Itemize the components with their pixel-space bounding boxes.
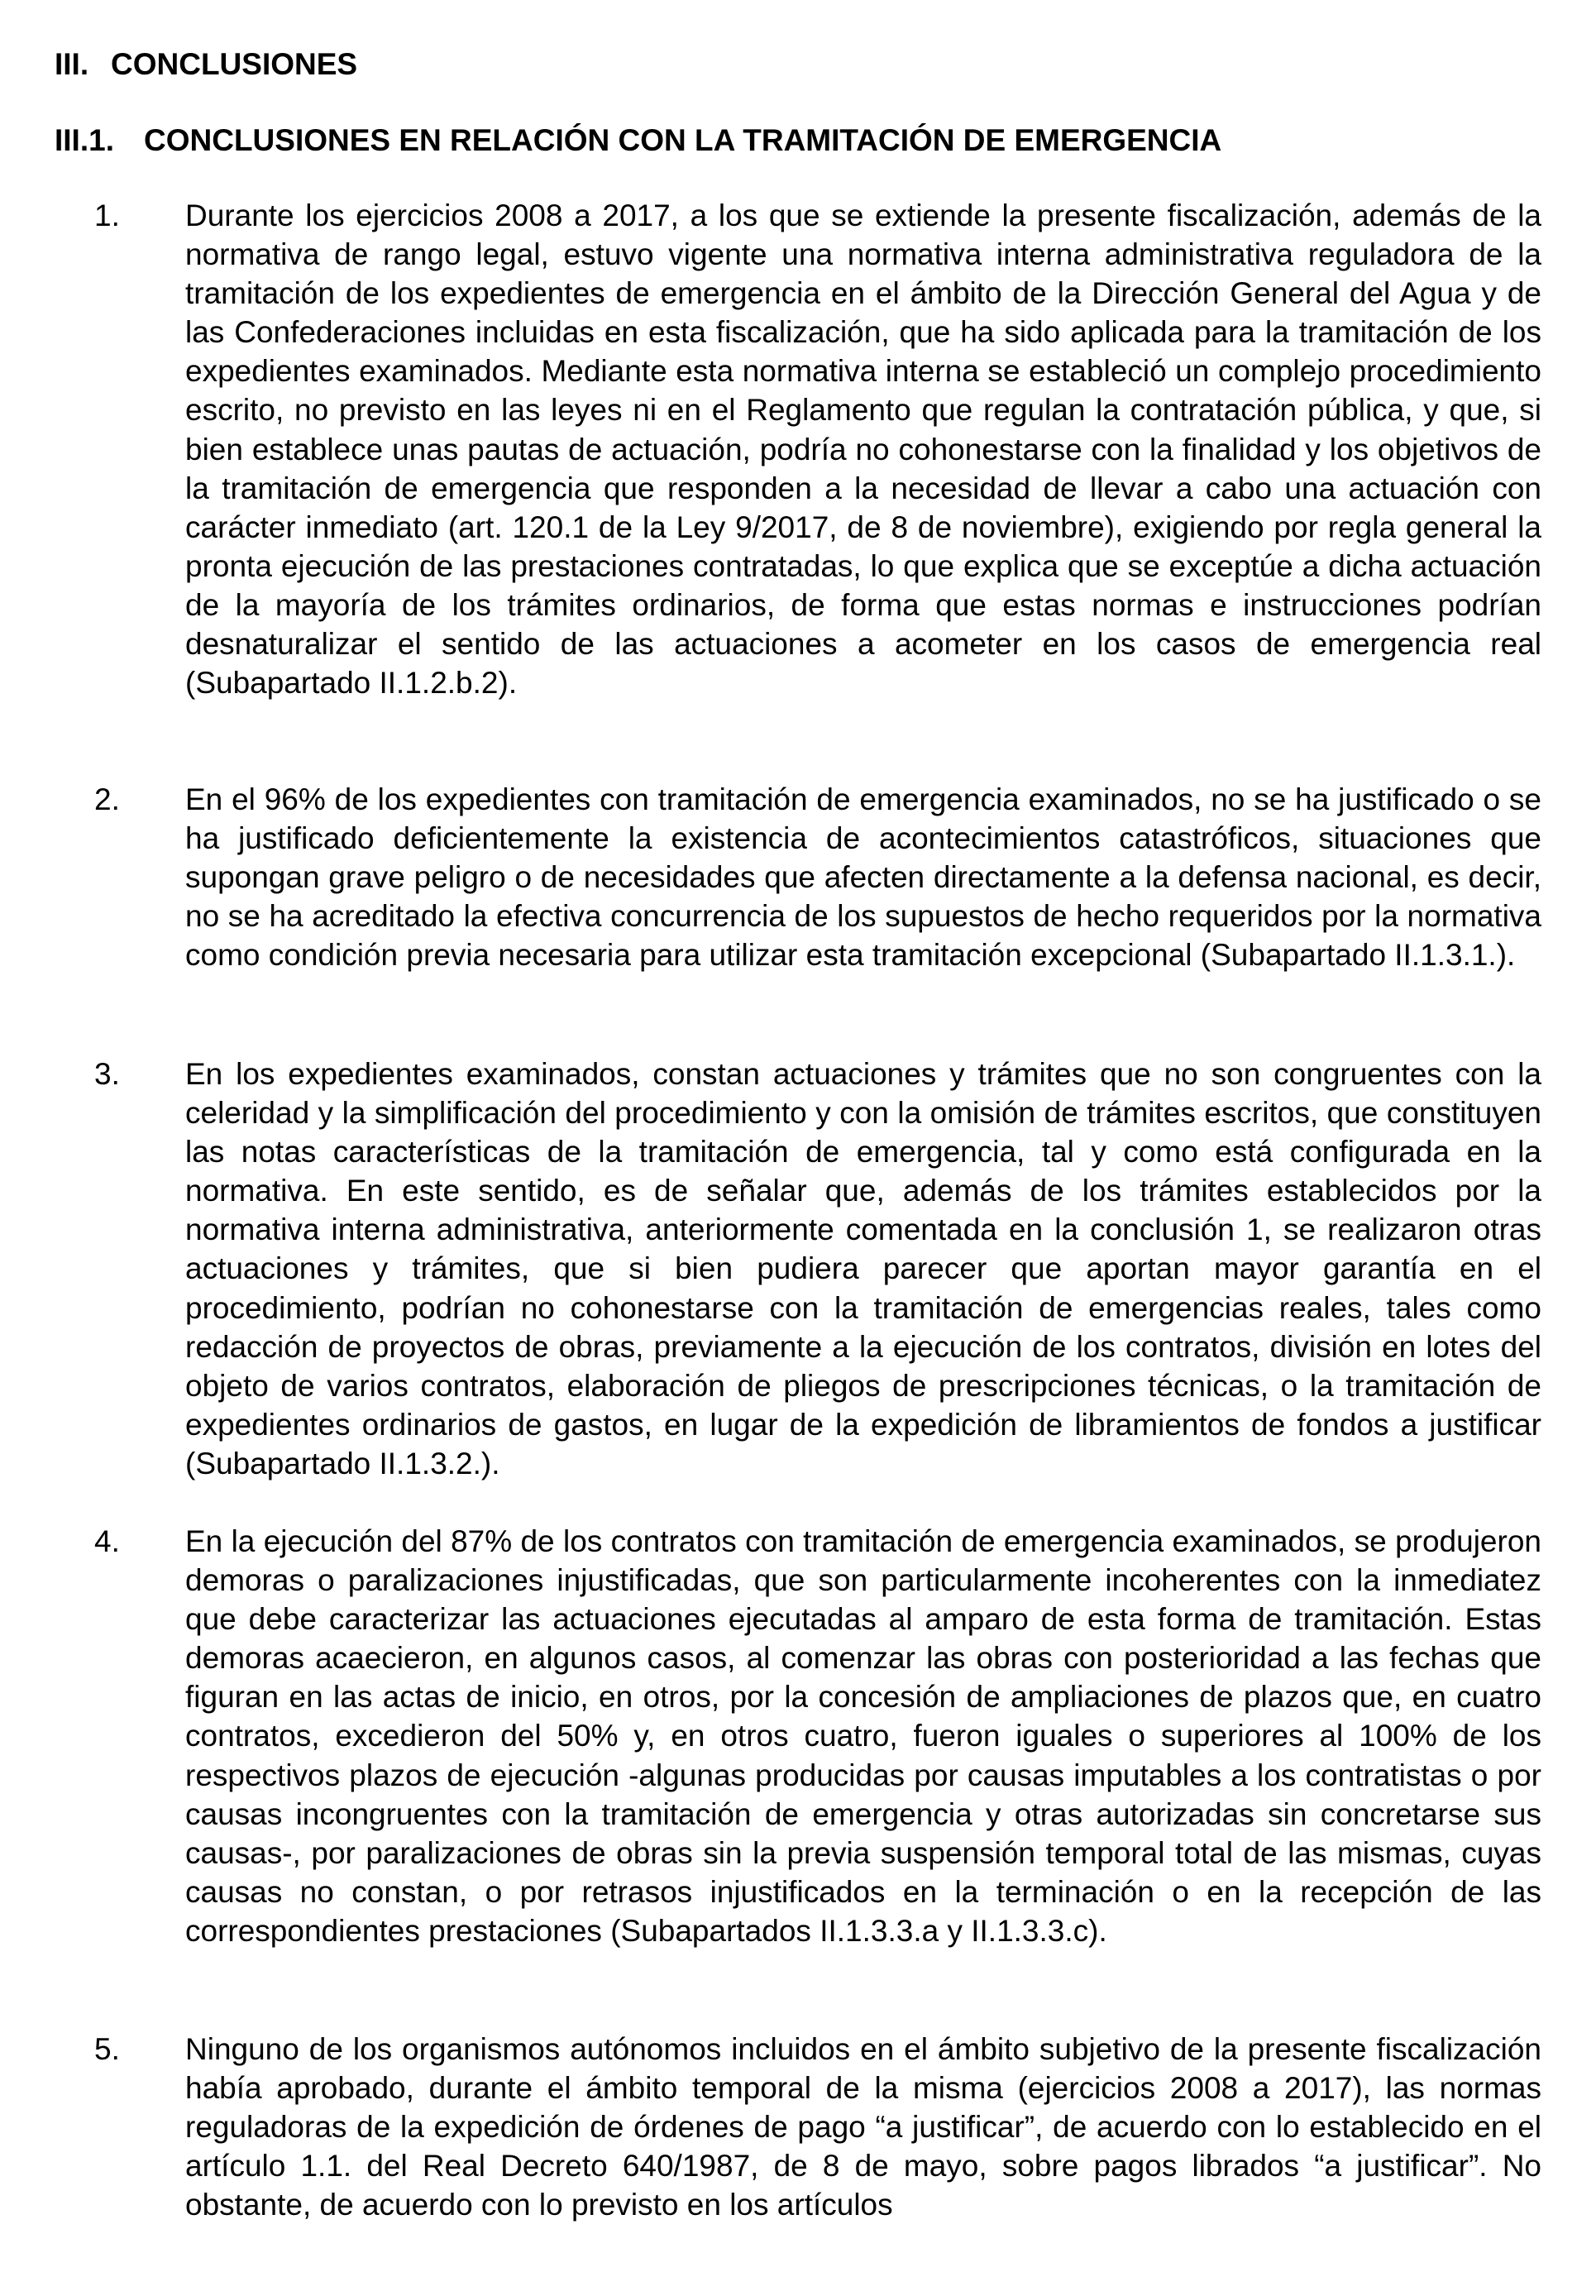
subsection-title: CONCLUSIONES EN RELACIÓN CON LA TRAMITACIÓN DE EMERGENCIA <box>144 123 1222 157</box>
conclusion-number: 3. <box>94 1057 120 1091</box>
conclusion-text: Durante los ejercicios 2008 a 2017, a los que se extiende la presente fiscalización, además de la normativa de rango legal, estuvo vigente una normativa interna administrativa reguladora de la tramitación de los expedientes de emergencia en el ámbito de la Dirección General del Agua y de las Confederaciones incluidas en esta fiscalización, que ha sido aplicada para la tramitación de los expedientes examinados. Mediante esta normativa interna se estableció un complejo procedimiento escrito, no previsto en las leyes ni en el Reglamento que regulan la contratación pública, y que, si bien establece unas pautas de actuación, podría no cohonestarse con la finalidad y los objetivos de la tramitación de emergencia que responden a la necesidad de llevar a cabo una actuación con carácter inmediato (art. 120.1 de la Ley 9/2017, de 8 de noviembre), exigiendo por regla general la pronta ejecución de las prestaciones contratadas, lo que explica que se exceptúe a dicha actuación de la mayoría de los trámites ordinarios, de forma que estas normas e instrucciones podrían desnaturalizar el sentido de las actuaciones a acometer en los casos de emergencia real (Subapartado II.1.2.b.2). <box>185 199 1541 701</box>
conclusion-number: 4. <box>94 1524 120 1558</box>
conclusion-text: En la ejecución del 87% de los contratos con tramitación de emergencia examinados, se produjeron demoras o paralizaciones injustificadas, que son particularmente incoherentes con la inmediatez que debe caracterizar las actuaciones ejecutadas al amparo de esta forma de tramitación. Estas demoras acaecieron, en algunos casos, al comenzar las obras con posterioridad a las fechas que figuran en las actas de inicio, en otros, por la concesión de ampliaciones de plazos que, en cuatro contratos, excedieron del 50% y, en otros cuatro, fueron iguales o superiores al 100% de los respectivos plazos de ejecución -algunas producidas por causas imputables a los contratistas o por causas incongruentes con la tramitación de emergencia y otras autorizadas sin concretarse sus causas-, por paralizaciones de obras sin la previa suspensión temporal total de las mismas, cuyas causas no constan, o por retrasos injustificados en la terminación o en la recepción de las correspondientes prestaciones (Subapartados II.1.3.3.a y II.1.3.3.c). <box>185 1524 1541 1948</box>
conclusion-number: 1. <box>94 199 120 232</box>
conclusion-number: 5. <box>94 2032 120 2066</box>
subsection-number: III.1. <box>55 123 114 157</box>
section-number: III. <box>55 47 89 81</box>
conclusion-text: En los expedientes examinados, constan actuaciones y trámites que no son congruentes con la celeridad y la simplificación del procedimiento y con la omisión de trámites escritos, que constituyen las notas características de la tramitación de emergencia, tal y como está configurada en la normativa. En este sentido, es de señalar que, además de los trámites establecidos por la normativa interna administrativa, anteriormente comentada en la conclusión 1, se realizaron otras actuaciones y trámites, que si bien pudiera parecer que aportan mayor garantía en el procedimiento, podrían no cohonestarse con la tramitación de emergencias reales, tales como redacción de proyectos de obras, previamente a la ejecución de los contratos, división en lotes del objeto de varios contratos, elaboración de pliegos de prescripciones técnicas, o la tramitación de expedientes ordinarios de gastos, en lugar de la expedición de libramientos de fondos a justificar (Subapartado II.1.3.2.). <box>185 1057 1541 1480</box>
conclusion-text: En el 96% de los expedientes con tramitación de emergencia examinados, no se ha justificado o se ha justificado deficientemente la existencia de acontecimientos catastróficos, situaciones que supongan grave peligro o de necesidades que afecten directamente a la defensa nacional, es decir, no se ha acreditado la efectiva concurrencia de los supuestos de hecho requeridos por la normativa como condición previa necesaria para utilizar esta tramitación excepcional (Subapartado II.1.3.1.). <box>185 782 1541 973</box>
section-title: CONCLUSIONES <box>111 47 358 81</box>
section-heading <box>55 46 357 83</box>
conclusion-number: 2. <box>94 782 120 816</box>
conclusion-text: Ninguno de los organismos autónomos incluidos en el ámbito subjetivo de la presente fiscalización había aprobado, durante el ámbito temporal de la misma (ejercicios 2008 a 2017), las normas reguladoras de la expedición de órdenes de pago “a justificar”, de acuerdo con lo establecido en el artículo 1.1. del Real Decreto 640/1987, de 8 de mayo, sobre pagos librados “a justificar”. No obstante, de acuerdo con lo previsto en los artículos <box>185 2032 1541 2222</box>
subsection-heading <box>55 122 1221 159</box>
